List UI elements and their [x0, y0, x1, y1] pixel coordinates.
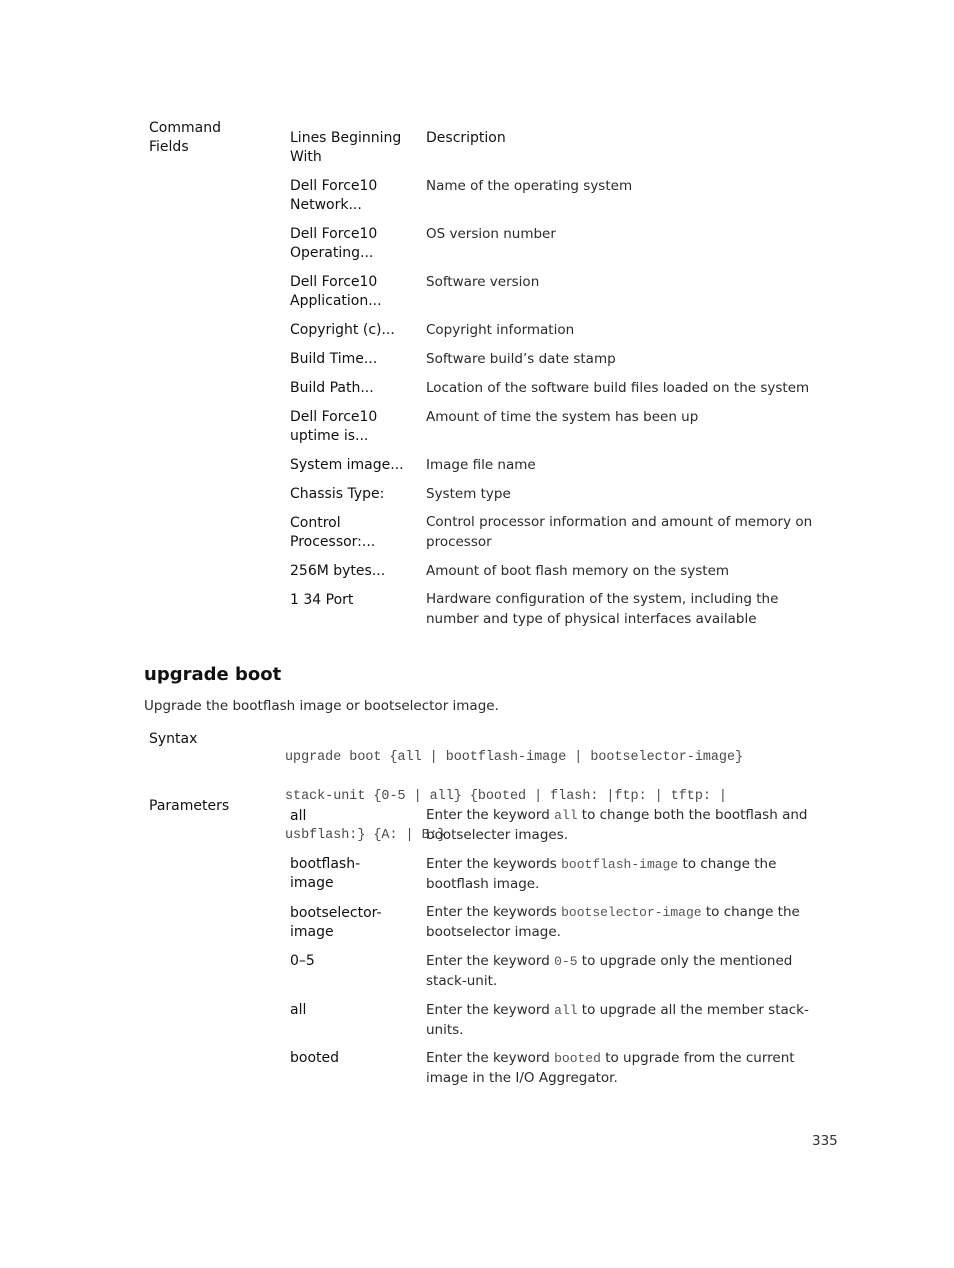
page-number: 335 [812, 1133, 838, 1149]
parameter-description: Enter the keywords bootflash-image to change the bootflash image. [426, 856, 777, 892]
keyword-code: all [554, 808, 578, 823]
field-description: Hardware configuration of the system, including the number and type of physical interfaces available [426, 591, 779, 627]
parameter-description: Enter the keyword all to upgrade all the member stack-units. [426, 1002, 809, 1038]
table-header-lines-beginning: Lines Beginning With [290, 130, 402, 165]
field-description: Software build’s date stamp [426, 351, 616, 367]
parameter-name: all [290, 1002, 307, 1018]
parameter-description: Enter the keyword 0-5 to upgrade only the mentioned stack-unit. [426, 953, 793, 989]
field-description: Amount of boot flash memory on the system [426, 563, 730, 579]
parameter-name: 0–5 [290, 953, 315, 969]
command-fields-label: Command Fields [149, 120, 221, 155]
field-description: Image file name [426, 457, 536, 473]
syntax-line: upgrade boot {all | bootflash-image | bootselector-image} [285, 749, 744, 765]
parameter-name: bootflash- image [290, 856, 361, 891]
field-description: Software version [426, 274, 540, 290]
field-description: Control processor information and amount of memory on processor [426, 514, 813, 550]
field-name: Dell Force10 Application... [290, 274, 382, 309]
table-header-description: Description [426, 130, 506, 146]
syntax-line: stack-unit {0-5 | all} {booted | flash: |ftp: | tftp: | [285, 788, 727, 804]
field-description: Copyright information [426, 322, 575, 338]
parameter-name: booted [290, 1050, 340, 1066]
parameters-label: Parameters [149, 798, 230, 814]
field-name: Build Time... [290, 351, 378, 367]
field-description: System type [426, 486, 511, 502]
field-name: Control Processor:... [290, 515, 376, 550]
keyword-code: bootselector-image [561, 905, 702, 920]
keyword-code: 0-5 [554, 954, 578, 969]
keyword-code: bootflash-image [561, 857, 679, 872]
field-name: 1 34 Port [290, 592, 354, 608]
syntax-line: usbflash:} {A: | B:} [285, 827, 446, 843]
parameter-description: Enter the keyword booted to upgrade from the current image in the I/O Aggregator. [426, 1050, 795, 1086]
parameter-description: Enter the keyword all to change both the bootflash and bootselecter images. [426, 807, 808, 843]
section-intro: Upgrade the bootflash image or bootselector image. [144, 698, 499, 714]
keyword-code: booted [554, 1051, 601, 1066]
syntax-label: Syntax [149, 731, 198, 747]
field-name: System image... [290, 457, 404, 473]
parameter-description: Enter the keywords bootselector-image to change the bootselector image. [426, 904, 800, 940]
field-description: Amount of time the system has been up [426, 409, 699, 425]
field-name: Copyright (c)... [290, 322, 395, 338]
field-name: Dell Force10 Network... [290, 178, 378, 213]
section-title: upgrade boot [144, 664, 282, 685]
field-description: OS version number [426, 226, 556, 242]
field-name: Dell Force10 uptime is... [290, 409, 378, 444]
field-name: Chassis Type: [290, 486, 385, 502]
field-name: Build Path... [290, 380, 374, 396]
field-name: 256M bytes... [290, 563, 386, 579]
parameter-name: bootselector- image [290, 905, 382, 940]
field-description: Location of the software build files loaded on the system [426, 380, 810, 396]
parameter-name: all [290, 808, 307, 824]
keyword-code: all [554, 1003, 578, 1018]
field-description: Name of the operating system [426, 178, 633, 194]
field-name: Dell Force10 Operating... [290, 226, 378, 261]
